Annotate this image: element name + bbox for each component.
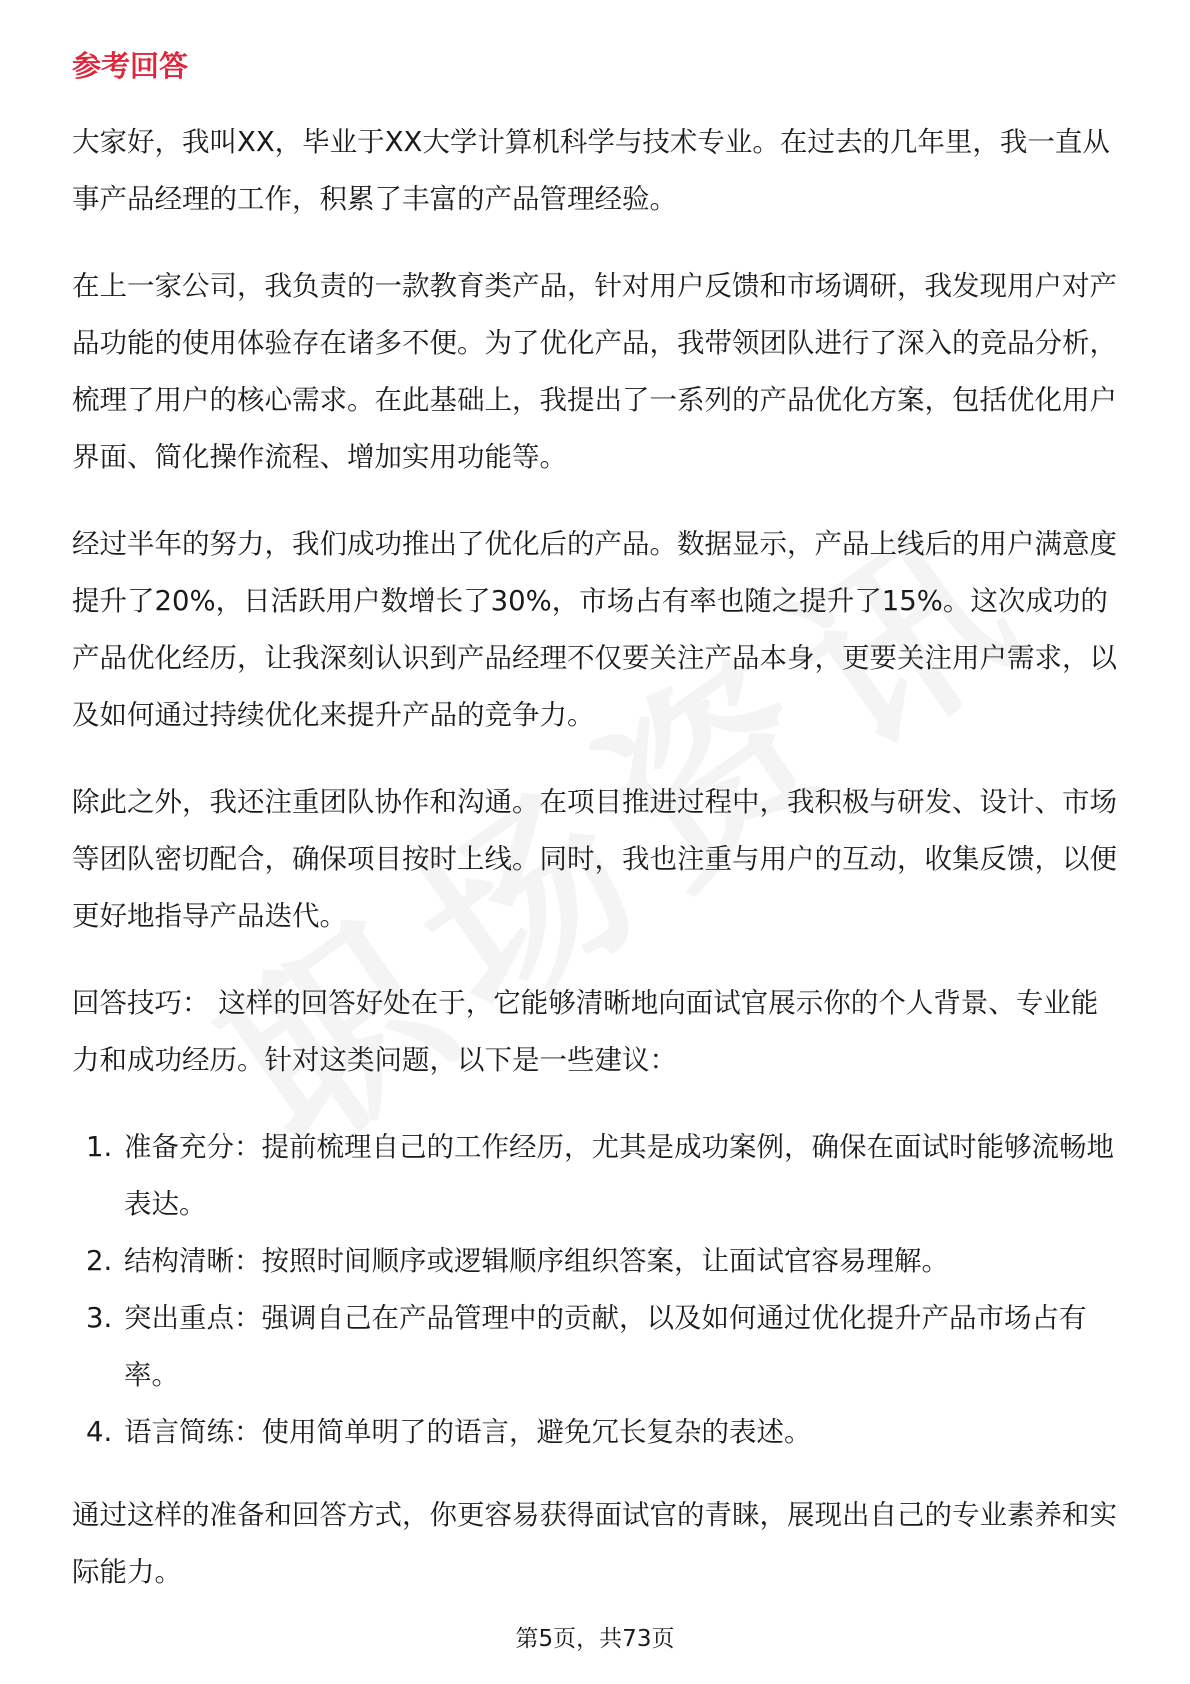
list-item-text: 语言简练：使用简单明了的语言，避免冗长复杂的表述。 [124, 1416, 812, 1448]
list-item-number: 3. [86, 1302, 113, 1334]
section-heading: 参考回答 [72, 49, 189, 83]
list-item [72, 1119, 1122, 1233]
list-item-text: 突出重点：强调自己在产品管理中的贡献，以及如何通过优化提升产品市场占有率。 [124, 1302, 1087, 1391]
paragraph-experience: 在上一家公司，我负责的一款教育类产品，针对用户反馈和市场调研，我发现用户对产品功能的使用体验存在诸多不便。为了优化产品，我带领团队进行了深入的竞品分析，梳理了用户的核心需求。在此基础上，我提出了一系列的产品优化方案，包括优化用户界面、简化操作流程、增加实用功能等。 [72, 270, 1117, 473]
list-item-number: 2. [86, 1245, 113, 1277]
list-item-number: 1. [86, 1131, 113, 1163]
list-item-text: 结构清晰：按照时间顺序或逻辑顺序组织答案，让面试官容易理解。 [124, 1245, 949, 1277]
list-item [72, 1233, 1122, 1290]
tips-intro: 回答技巧： 这样的回答好处在于，它能够清晰地向面试官展示你的个人背景、专业能力和成功经历。针对这类问题，以下是一些建议： [72, 987, 1099, 1076]
list-item [72, 1404, 1122, 1461]
document-content [72, 44, 1122, 1631]
paragraph-intro: 大家好，我叫XX，毕业于XX大学计算机科学与技术专业。在过去的几年里，我一直从事产品经理的工作，积累了丰富的产品管理经验。 [72, 126, 1110, 215]
page-number: 第5页，共73页 [515, 1626, 675, 1652]
list-item-text: 准备充分：提前梳理自己的工作经历，尤其是成功案例，确保在面试时能够流畅地表达。 [124, 1131, 1114, 1220]
paragraph-results: 经过半年的努力，我们成功推出了优化后的产品。数据显示，产品上线后的用户满意度提升了20%，日活跃用户数增长了30%，市场占有率也随之提升了15%。这次成功的产品优化经历，让我深刻认识到产品经理不仅要关注产品本身，更要关注用户需求，以及如何通过持续优化来提升产品的竞争力。 [72, 528, 1117, 731]
paragraph-conclusion: 通过这样的准备和回答方式，你更容易获得面试官的青睐，展现出自己的专业素养和实际能力。 [72, 1499, 1117, 1588]
list-item-number: 4. [86, 1416, 113, 1448]
paragraph-teamwork: 除此之外，我还注重团队协作和沟通。在项目推进过程中，我积极与研发、设计、市场等团队密切配合，确保项目按时上线。同时，我也注重与用户的互动，收集反馈，以便更好地指导产品迭代。 [72, 786, 1117, 932]
list-item [72, 1290, 1122, 1404]
tips-list [72, 1119, 1122, 1461]
